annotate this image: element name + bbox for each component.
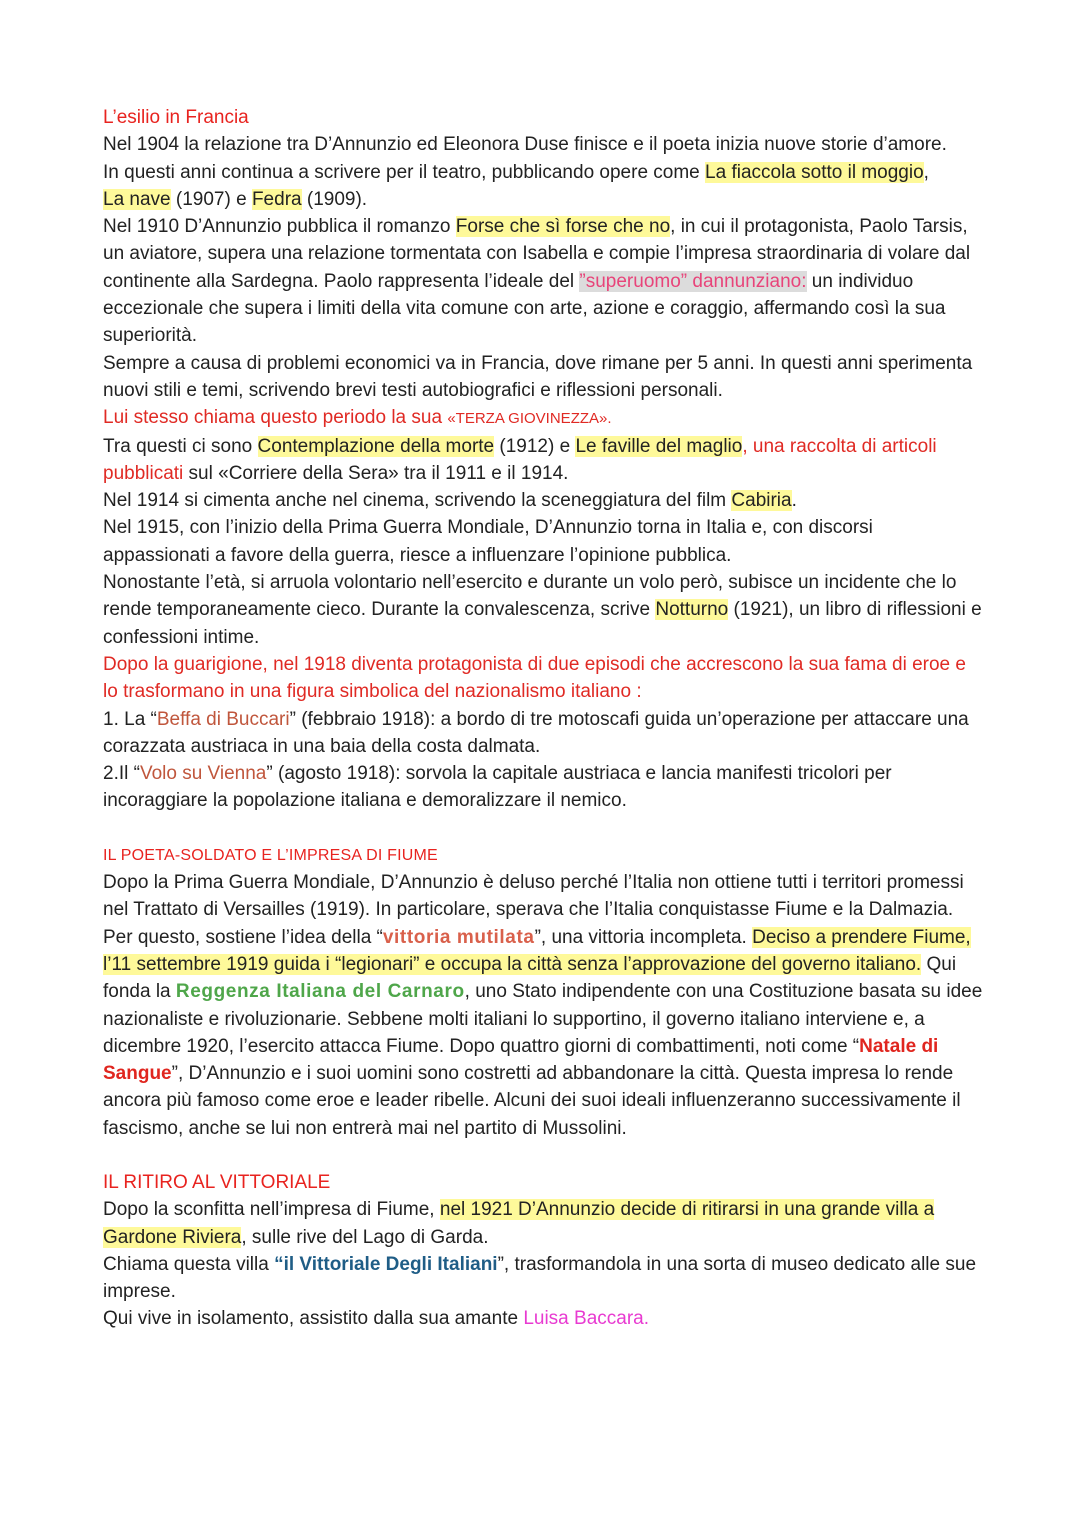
paragraph — [103, 569, 983, 651]
highlight-gardone: nel 1921 D’Annunzio decide di ritirarsi in una grande villa a Gardone Riviera — [103, 1199, 935, 1248]
section-title-esilio: L’esilio in Francia — [103, 107, 249, 128]
text: ”, trasformandola in una sorta di museo dedicato alle sue imprese. — [103, 1253, 977, 1303]
text: Qui vive in isolamento, assistito dalla sua amante — [103, 1308, 524, 1330]
vittoria-mutilata: vittoria mutilata — [382, 926, 535, 948]
section-esilio — [103, 104, 983, 815]
text: , in cui il protagonista, Paolo Tarsis, un aviatore, supera una relazione tormentata con Isabella e compie l’impresa straordinaria di volare dal continente alla Sardegna. Paolo rappresenta l’ideale del — [103, 216, 971, 292]
text: 2.Il “ — [103, 763, 140, 785]
text: Nel 1914 si cimenta anche nel cinema, scrivendo la sceneggiatura del film — [103, 490, 732, 512]
paragraph — [103, 1196, 983, 1251]
text: ”, D’Annunzio e i suoi uomini sono costretti ad abbandonare la città. Questa impresa lo rende ancora più famoso come eroe e leader ribelle. Alcuni dei suoi ideali influenzeranno successivamente il fascismo, anche se lui non entrerà mai nel partito di Mussolini. — [103, 1063, 961, 1139]
text: ”, una vittoria incompleta. — [534, 926, 753, 948]
section-title-fiume: IL POETA-SOLDATO E L’IMPRESA DI FIUME — [103, 846, 438, 864]
text: , — [923, 161, 929, 183]
highlight-notturno: Notturno — [655, 599, 729, 621]
highlight-cabiria: Cabiria — [731, 490, 792, 512]
section-vittoriale — [103, 1169, 983, 1333]
paragraph-red: Dopo la guarigione, nel 1918 diventa protagonista di due episodi che accrescono la sua fama di eroe e lo trasformano in una figura simbolica del nazionalismo italiano : — [103, 653, 966, 703]
text: 1. La “ — [103, 708, 157, 730]
luisa-baccara: Luisa Baccara. — [523, 1308, 650, 1330]
paragraph: Sempre a causa di problemi economici va in Francia, dove rimane per 5 anni. In questi anni sperimenta nuovi stili e temi, scrivendo brevi testi autobiografici e riflessioni personali. — [103, 352, 973, 401]
text: ” (febbraio 1918): a bordo di tre motoscafi guida un’operazione per attaccare una corazzata austriaca in una baia della costa dalmata. — [103, 708, 969, 757]
paragraph: Nel 1904 la relazione tra D’Annunzio ed Eleonora Duse finisce e il poeta inizia nuove storie d’amore. — [103, 134, 947, 156]
paragraph — [103, 433, 983, 488]
text: Chiama questa villa — [103, 1253, 275, 1275]
list-item — [103, 706, 983, 761]
vittoriale-name: “il Vittoriale Degli Italiani — [274, 1253, 498, 1275]
text: Dopo la sconfitta nell’impresa di Fiume, — [103, 1199, 440, 1221]
text: , sulle rive del Lago di Garda. — [241, 1226, 489, 1248]
section-gap — [103, 815, 983, 842]
paragraph — [103, 213, 983, 349]
text: (1909). — [301, 188, 368, 210]
text: (1912) e — [494, 435, 576, 457]
paragraph: Nel 1915, con l’inizio della Prima Guerra Mondiale, D’Annunzio torna in Italia e, con discorsi appassionati a favore della guerra, riesce a influenzare l’opinione pubblica. — [103, 517, 873, 566]
paragraph — [103, 1305, 983, 1332]
paragraph — [103, 1251, 983, 1306]
text: ” (agosto 1918): sorvola la capitale austriaca e lancia manifesti tricolori per incoraggiare la popolazione italiana e demoralizzare il nemico. — [103, 763, 892, 812]
highlight-forse: Forse che sì forse che no — [455, 216, 671, 238]
paragraph — [103, 186, 983, 213]
highlight-contemplazione: Contemplazione della morte — [257, 435, 495, 457]
text: Tra questi ci sono — [103, 435, 258, 457]
text: Lui stesso chiama questo periodo la sua — [103, 407, 448, 429]
paragraph — [103, 159, 983, 186]
section-fiume — [103, 842, 983, 1142]
text: Nonostante l’età, si arruola volontario nell’esercito e durante un volo però, subisce un incidente che lo rende temporaneamente cieco. Durante la convalescenza, scrive — [103, 572, 957, 621]
highlight-nave: La nave — [103, 188, 171, 210]
text: sul «Corriere della Sera» tra il 1911 e il 1914. — [183, 462, 569, 484]
text: (1921), un libro di riflessioni e confessioni intime. — [103, 599, 982, 648]
text: Qui fonda la — [103, 953, 957, 1003]
text: In questi anni continua a scrivere per il teatro, pubblicando opere come — [103, 161, 706, 183]
beffa-di-buccari: Beffa di Buccari — [156, 708, 290, 730]
text: Dopo la Prima Guerra Mondiale, D’Annunzio è deluso perché l’Italia non ottiene tutti i territori promessi nel Trattato di Versailles (1919). In particolare, sperava che l’Italia conquistasse Fiume e la Dalmazia. Per questo, sostiene l’idea della “ — [103, 872, 964, 948]
red-text: , una raccolta di articoli pubblicati — [103, 435, 937, 484]
text: (1907) e — [170, 188, 252, 210]
text: Nel 1910 D’Annunzio pubblica il romanzo — [103, 216, 456, 238]
highlight-fiaccola: La fiaccola sotto il moggio — [705, 161, 924, 183]
natale-di-sangue: Natale di Sangue — [103, 1035, 939, 1085]
terza-giovinezza: «TERZA GIOVINEZZA». — [447, 410, 612, 428]
document-page — [103, 104, 983, 1333]
paragraph — [103, 487, 983, 514]
highlight-fedra: Fedra — [251, 188, 302, 210]
volo-su-vienna: Volo su Vienna — [139, 763, 267, 785]
highlight-superuomo: ”superuomo” dannunziano: — [579, 270, 807, 292]
text: un individuo eccezionale che supera i limiti della vita comune con arte, azione e coraggio, affermando così la sua superiorità. — [103, 270, 946, 347]
highlight-faville: Le faville del maglio — [575, 435, 743, 457]
section-title-vittoriale: IL RITIRO AL VITTORIALE — [103, 1171, 331, 1193]
text: . — [791, 490, 797, 512]
section-gap — [103, 1142, 983, 1169]
paragraph — [103, 404, 983, 432]
highlight-fiume: Deciso a prendere Fiume, l’11 settembre 1919 guida i “legionari” e occupa la città senza l’approvazione del governo italiano. — [103, 926, 971, 975]
paragraph — [103, 869, 983, 1142]
list-item — [103, 760, 983, 815]
reggenza-carnaro: Reggenza Italiana del Carnaro — [175, 981, 465, 1003]
text: , uno Stato indipendente con una Costituzione basata su idee nazionaliste e rivoluzionarie. Sebbene molti italiani lo supportino, il governo italiano interviene e, a dicembre 1920, l’esercito attacca Fiume. Dopo quattro giorni di combattimenti, noti come “ — [103, 981, 983, 1057]
